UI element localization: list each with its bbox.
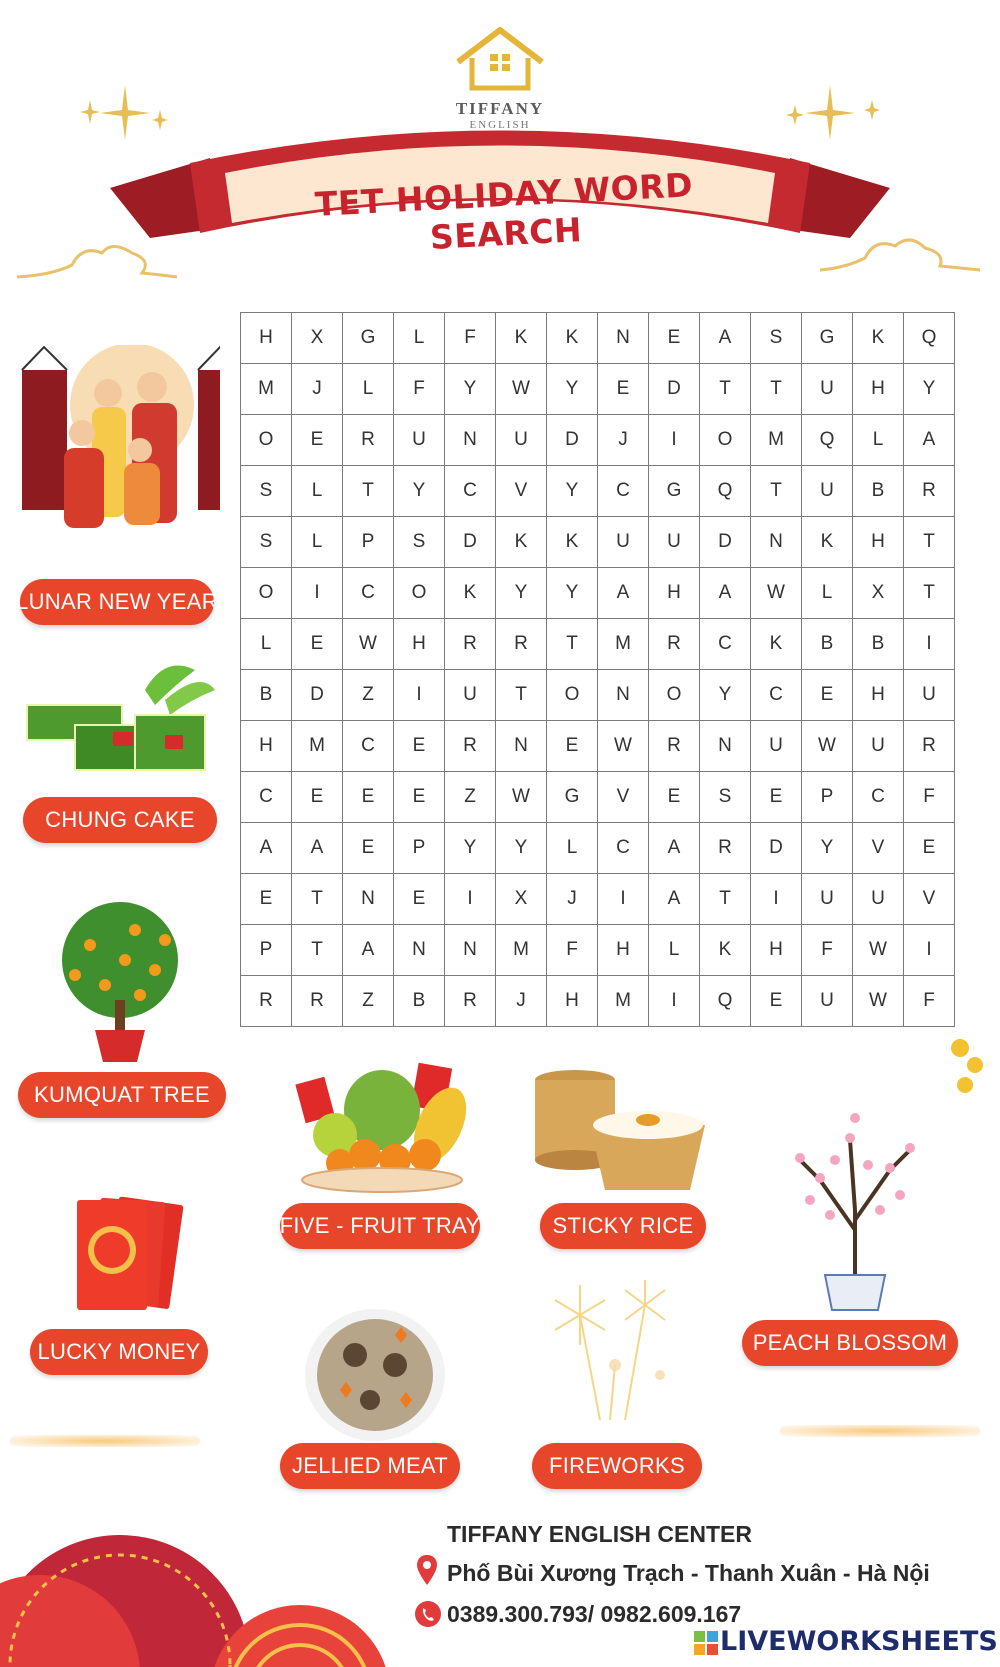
- grid-cell[interactable]: R: [649, 721, 700, 772]
- grid-cell[interactable]: J: [547, 874, 598, 925]
- grid-cell[interactable]: F: [802, 925, 853, 976]
- grid-cell[interactable]: K: [496, 313, 547, 364]
- label-sticky-rice: STICKY RICE: [540, 1203, 706, 1249]
- grid-cell[interactable]: D: [547, 415, 598, 466]
- grid-cell[interactable]: H: [241, 313, 292, 364]
- center-name: TIFFANY ENGLISH CENTER: [447, 1521, 752, 1547]
- grid-cell[interactable]: U: [904, 670, 955, 721]
- grid-cell[interactable]: H: [853, 517, 904, 568]
- grid-cell[interactable]: R: [445, 976, 496, 1027]
- grid-cell[interactable]: E: [598, 364, 649, 415]
- grid-cell[interactable]: T: [496, 670, 547, 721]
- grid-cell[interactable]: F: [445, 313, 496, 364]
- grid-cell[interactable]: E: [343, 772, 394, 823]
- grid-cell[interactable]: C: [241, 772, 292, 823]
- grid-cell[interactable]: X: [496, 874, 547, 925]
- family-illustration-icon: [20, 345, 220, 540]
- grid-cell[interactable]: C: [343, 568, 394, 619]
- grid-cell[interactable]: M: [292, 721, 343, 772]
- grid-cell[interactable]: A: [649, 823, 700, 874]
- address: Phố Bùi Xương Trạch - Thanh Xuân - Hà Nội: [447, 1560, 930, 1586]
- label-lunar-new-year: LUNAR NEW YEAR: [20, 579, 214, 625]
- grid-cell[interactable]: U: [496, 415, 547, 466]
- grid-cell[interactable]: U: [802, 874, 853, 925]
- gold-coins-icon: [935, 1030, 995, 1105]
- decorative-fans-icon: [0, 1515, 400, 1667]
- grid-cell[interactable]: I: [445, 874, 496, 925]
- grid-cell[interactable]: Z: [343, 976, 394, 1027]
- grid-cell[interactable]: Y: [700, 670, 751, 721]
- grid-cell[interactable]: D: [292, 670, 343, 721]
- grid-cell[interactable]: H: [853, 364, 904, 415]
- grid-cell[interactable]: I: [904, 925, 955, 976]
- grid-cell[interactable]: G: [802, 313, 853, 364]
- grid-cell[interactable]: P: [802, 772, 853, 823]
- grid-cell[interactable]: J: [496, 976, 547, 1027]
- grid-cell[interactable]: O: [700, 415, 751, 466]
- grid-cell[interactable]: Q: [700, 466, 751, 517]
- grid-cell[interactable]: Y: [445, 364, 496, 415]
- grid-cell[interactable]: B: [853, 619, 904, 670]
- grid-cell[interactable]: B: [394, 976, 445, 1027]
- tiffany-logo: [440, 22, 560, 131]
- grid-cell[interactable]: Y: [904, 364, 955, 415]
- grid-cell[interactable]: H: [598, 925, 649, 976]
- grid-cell[interactable]: T: [751, 364, 802, 415]
- grid-cell[interactable]: W: [343, 619, 394, 670]
- grid-cell[interactable]: D: [649, 364, 700, 415]
- jellied-meat-illustration-icon: [300, 1305, 450, 1445]
- grid-cell[interactable]: U: [394, 415, 445, 466]
- grid-cell[interactable]: A: [241, 823, 292, 874]
- grid-cell[interactable]: R: [700, 823, 751, 874]
- grid-cell[interactable]: W: [598, 721, 649, 772]
- grid-cell[interactable]: E: [241, 874, 292, 925]
- grid-cell[interactable]: U: [853, 874, 904, 925]
- grid-cell[interactable]: D: [700, 517, 751, 568]
- grid-cell[interactable]: C: [700, 619, 751, 670]
- grid-cell[interactable]: E: [292, 619, 343, 670]
- grid-cell[interactable]: A: [649, 874, 700, 925]
- grid-cell[interactable]: K: [445, 568, 496, 619]
- grid-cell[interactable]: R: [445, 619, 496, 670]
- grid-cell[interactable]: E: [802, 670, 853, 721]
- grid-cell[interactable]: M: [241, 364, 292, 415]
- grid-cell[interactable]: R: [343, 415, 394, 466]
- phone-icon: [414, 1600, 442, 1628]
- grid-cell[interactable]: U: [802, 466, 853, 517]
- grid-cell[interactable]: T: [904, 517, 955, 568]
- grid-cell[interactable]: U: [802, 364, 853, 415]
- glow-left: [10, 1435, 200, 1447]
- grid-cell[interactable]: K: [802, 517, 853, 568]
- grid-cell[interactable]: H: [241, 721, 292, 772]
- grid-cell[interactable]: H: [751, 925, 802, 976]
- chung-cake-illustration-icon: [25, 660, 215, 785]
- grid-cell[interactable]: C: [343, 721, 394, 772]
- kumquat-tree-illustration-icon: [45, 900, 195, 1065]
- page-title: TET HOLIDAY WORD SEARCH: [313, 165, 694, 257]
- house-logo-icon: [450, 22, 550, 92]
- grid-cell[interactable]: G: [343, 313, 394, 364]
- grid-cell[interactable]: O: [649, 670, 700, 721]
- grid-cell[interactable]: I: [598, 874, 649, 925]
- grid-cell[interactable]: E: [343, 823, 394, 874]
- grid-cell[interactable]: M: [598, 976, 649, 1027]
- grid-cell[interactable]: A: [904, 415, 955, 466]
- grid-cell[interactable]: S: [241, 517, 292, 568]
- grid-cell[interactable]: Y: [802, 823, 853, 874]
- grid-cell[interactable]: G: [649, 466, 700, 517]
- grid-cell[interactable]: Y: [547, 568, 598, 619]
- label-peach-blossom: PEACH BLOSSOM: [742, 1320, 958, 1366]
- grid-cell[interactable]: K: [547, 517, 598, 568]
- grid-cell[interactable]: T: [343, 466, 394, 517]
- grid-cell[interactable]: Y: [547, 364, 598, 415]
- grid-cell[interactable]: Y: [445, 823, 496, 874]
- grid-cell[interactable]: Y: [394, 466, 445, 517]
- grid-cell[interactable]: N: [343, 874, 394, 925]
- glow-right: [780, 1425, 980, 1437]
- grid-cell[interactable]: L: [547, 823, 598, 874]
- grid-cell[interactable]: O: [394, 568, 445, 619]
- grid-cell[interactable]: C: [598, 466, 649, 517]
- grid-cell[interactable]: I: [292, 568, 343, 619]
- word-search-grid: [240, 312, 955, 1027]
- grid-cell[interactable]: S: [394, 517, 445, 568]
- grid-cell[interactable]: L: [649, 925, 700, 976]
- grid-cell[interactable]: U: [751, 721, 802, 772]
- sticky-rice-illustration-icon: [530, 1065, 715, 1197]
- logo-name: TIFFANY: [455, 99, 545, 118]
- grid-cell[interactable]: X: [292, 313, 343, 364]
- grid-cell[interactable]: E: [394, 772, 445, 823]
- grid-cell[interactable]: M: [496, 925, 547, 976]
- fruit-tray-illustration-icon: [290, 1055, 475, 1193]
- grid-cell[interactable]: E: [292, 772, 343, 823]
- grid-cell[interactable]: Y: [496, 568, 547, 619]
- grid-cell[interactable]: K: [853, 313, 904, 364]
- grid-cell[interactable]: F: [547, 925, 598, 976]
- cloud-right-icon: [815, 228, 985, 278]
- lucky-money-illustration-icon: [72, 1195, 187, 1313]
- grid-cell[interactable]: L: [853, 415, 904, 466]
- phone-number: 0389.300.793/ 0982.609.167: [447, 1601, 742, 1627]
- grid-cell[interactable]: J: [292, 364, 343, 415]
- grid-cell[interactable]: W: [496, 772, 547, 823]
- grid-cell[interactable]: O: [241, 415, 292, 466]
- grid-cell[interactable]: R: [904, 721, 955, 772]
- liveworksheets-brand: LIVEWORKSHEETS: [720, 1626, 998, 1657]
- grid-cell[interactable]: R: [649, 619, 700, 670]
- grid-cell[interactable]: P: [394, 823, 445, 874]
- grid-cell[interactable]: B: [802, 619, 853, 670]
- grid-cell[interactable]: R: [241, 976, 292, 1027]
- grid-cell[interactable]: L: [292, 466, 343, 517]
- grid-cell[interactable]: W: [802, 721, 853, 772]
- grid-cell[interactable]: U: [445, 670, 496, 721]
- grid-cell[interactable]: L: [292, 517, 343, 568]
- grid-cell[interactable]: U: [853, 721, 904, 772]
- grid-cell[interactable]: D: [445, 517, 496, 568]
- grid-cell[interactable]: W: [496, 364, 547, 415]
- grid-cell[interactable]: W: [853, 976, 904, 1027]
- grid-cell[interactable]: D: [751, 823, 802, 874]
- grid-cell[interactable]: X: [853, 568, 904, 619]
- grid-cell[interactable]: N: [598, 670, 649, 721]
- grid-cell[interactable]: E: [649, 313, 700, 364]
- grid-cell[interactable]: A: [343, 925, 394, 976]
- grid-cell[interactable]: E: [751, 772, 802, 823]
- grid-cell[interactable]: C: [445, 466, 496, 517]
- grid-cell[interactable]: S: [700, 772, 751, 823]
- grid-cell[interactable]: A: [700, 568, 751, 619]
- label-fireworks: FIREWORKS: [532, 1443, 702, 1489]
- grid-cell[interactable]: P: [343, 517, 394, 568]
- grid-cell[interactable]: H: [394, 619, 445, 670]
- grid-cell[interactable]: T: [700, 874, 751, 925]
- grid-cell[interactable]: K: [547, 313, 598, 364]
- grid-cell[interactable]: N: [394, 925, 445, 976]
- label-jellied-meat: JELLIED MEAT: [280, 1443, 460, 1489]
- grid-cell[interactable]: H: [853, 670, 904, 721]
- grid-cell[interactable]: U: [802, 976, 853, 1027]
- grid-cell[interactable]: I: [649, 415, 700, 466]
- label-kumquat-tree: KUMQUAT TREE: [18, 1072, 226, 1118]
- grid-cell[interactable]: W: [853, 925, 904, 976]
- grid-cell[interactable]: E: [751, 976, 802, 1027]
- grid-cell[interactable]: L: [802, 568, 853, 619]
- grid-cell[interactable]: V: [904, 874, 955, 925]
- grid-cell[interactable]: R: [445, 721, 496, 772]
- grid-cell[interactable]: C: [853, 772, 904, 823]
- grid-cell[interactable]: A: [700, 313, 751, 364]
- grid-cell[interactable]: T: [292, 925, 343, 976]
- grid-cell[interactable]: M: [751, 415, 802, 466]
- cloud-left-icon: [12, 235, 182, 285]
- grid-cell[interactable]: I: [649, 976, 700, 1027]
- grid-cell[interactable]: B: [241, 670, 292, 721]
- grid-cell[interactable]: N: [445, 415, 496, 466]
- grid-cell[interactable]: P: [241, 925, 292, 976]
- grid-cell[interactable]: T: [547, 619, 598, 670]
- grid-cell[interactable]: N: [496, 721, 547, 772]
- grid-cell[interactable]: V: [598, 772, 649, 823]
- grid-cell[interactable]: I: [904, 619, 955, 670]
- grid-cell[interactable]: Z: [343, 670, 394, 721]
- grid-cell[interactable]: Y: [547, 466, 598, 517]
- peach-blossom-illustration-icon: [780, 1110, 930, 1315]
- grid-cell[interactable]: E: [394, 721, 445, 772]
- grid-cell[interactable]: K: [700, 925, 751, 976]
- grid-cell[interactable]: K: [496, 517, 547, 568]
- grid-cell[interactable]: Q: [700, 976, 751, 1027]
- grid-cell[interactable]: Q: [904, 313, 955, 364]
- grid-cell[interactable]: U: [598, 517, 649, 568]
- grid-cell[interactable]: F: [904, 976, 955, 1027]
- grid-cell[interactable]: T: [904, 568, 955, 619]
- grid-cell[interactable]: C: [598, 823, 649, 874]
- grid-cell[interactable]: V: [853, 823, 904, 874]
- grid-cell[interactable]: O: [241, 568, 292, 619]
- grid-cell[interactable]: R: [292, 976, 343, 1027]
- grid-cell[interactable]: L: [343, 364, 394, 415]
- grid-cell[interactable]: E: [904, 823, 955, 874]
- grid-cell[interactable]: N: [445, 925, 496, 976]
- grid-cell[interactable]: I: [394, 670, 445, 721]
- label-five-fruit-tray: FIVE - FRUIT TRAY: [280, 1203, 480, 1249]
- grid-cell[interactable]: N: [598, 313, 649, 364]
- grid-cell[interactable]: G: [547, 772, 598, 823]
- grid-cell[interactable]: N: [751, 517, 802, 568]
- grid-cell[interactable]: H: [547, 976, 598, 1027]
- grid-cell[interactable]: T: [751, 466, 802, 517]
- grid-cell[interactable]: K: [751, 619, 802, 670]
- label-lucky-money: LUCKY MONEY: [30, 1329, 208, 1375]
- grid-cell[interactable]: Q: [802, 415, 853, 466]
- grid-cell[interactable]: T: [292, 874, 343, 925]
- grid-cell[interactable]: E: [547, 721, 598, 772]
- location-pin-icon: [416, 1554, 438, 1586]
- grid-cell[interactable]: L: [241, 619, 292, 670]
- grid-cell[interactable]: U: [649, 517, 700, 568]
- grid-cell[interactable]: Y: [496, 823, 547, 874]
- grid-cell[interactable]: R: [904, 466, 955, 517]
- grid-cell[interactable]: F: [904, 772, 955, 823]
- grid-cell[interactable]: S: [751, 313, 802, 364]
- grid-cell[interactable]: O: [547, 670, 598, 721]
- grid-cell[interactable]: A: [598, 568, 649, 619]
- grid-cell[interactable]: B: [853, 466, 904, 517]
- grid-cell[interactable]: V: [496, 466, 547, 517]
- grid-cell[interactable]: Z: [445, 772, 496, 823]
- grid-cell[interactable]: C: [751, 670, 802, 721]
- grid-cell[interactable]: A: [292, 823, 343, 874]
- grid-cell[interactable]: W: [751, 568, 802, 619]
- grid-cell[interactable]: H: [649, 568, 700, 619]
- grid-cell[interactable]: I: [751, 874, 802, 925]
- label-chung-cake: CHUNG CAKE: [23, 797, 217, 843]
- grid-cell[interactable]: T: [700, 364, 751, 415]
- grid-cell[interactable]: S: [241, 466, 292, 517]
- liveworksheets-logo-icon: [694, 1631, 718, 1655]
- grid-cell[interactable]: E: [394, 874, 445, 925]
- grid-cell[interactable]: E: [292, 415, 343, 466]
- grid-cell[interactable]: J: [598, 415, 649, 466]
- grid-cell[interactable]: F: [394, 364, 445, 415]
- grid-cell[interactable]: R: [496, 619, 547, 670]
- logo-subtitle: ENGLISH: [469, 119, 531, 131]
- fireworks-illustration-icon: [540, 1275, 690, 1425]
- grid-cell[interactable]: N: [700, 721, 751, 772]
- grid-cell[interactable]: L: [394, 313, 445, 364]
- grid-cell[interactable]: M: [598, 619, 649, 670]
- grid-cell[interactable]: E: [649, 772, 700, 823]
